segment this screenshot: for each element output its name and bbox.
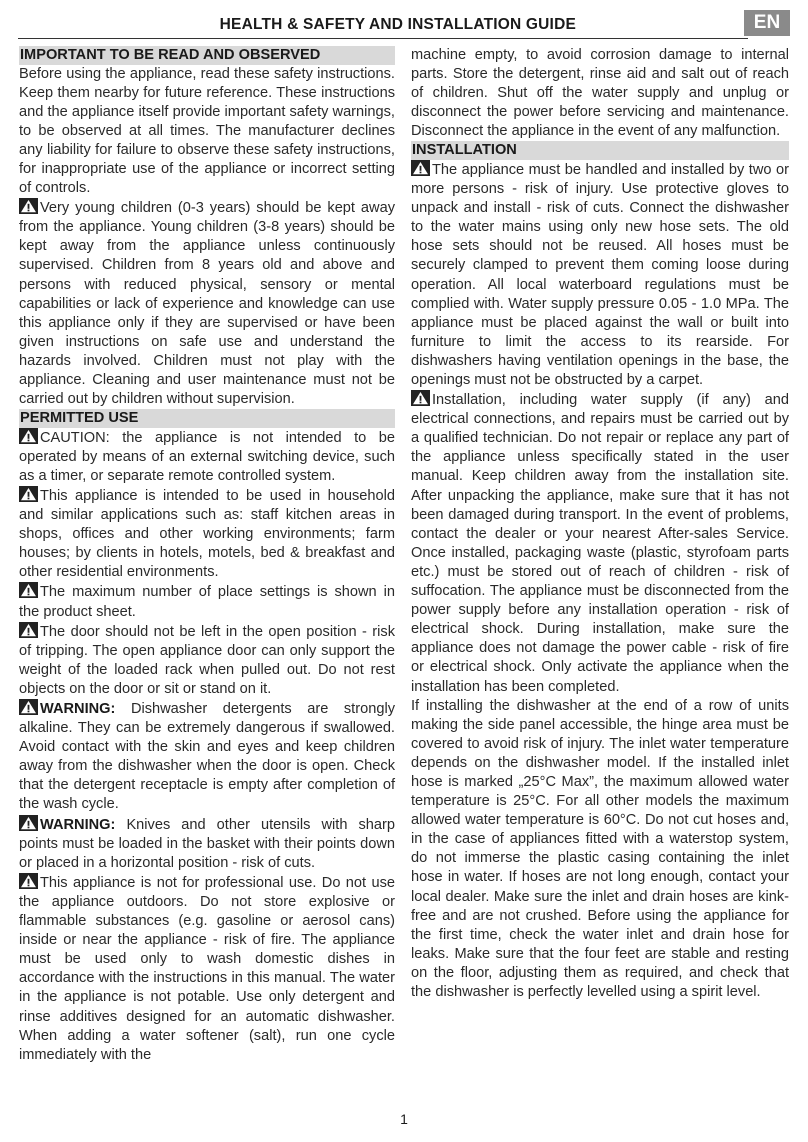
paragraph-household: This appliance is intended to be used in household and similar applications such as: staff kitchen areas in shops, offices and other working environments; farm houses; by clients in hotels, motels, bed & breakfast and other residential environments. [19, 487, 395, 581]
section-heading-permitted-use: PERMITTED USE [19, 409, 395, 428]
language-badge: EN [744, 10, 790, 36]
right-column [411, 46, 789, 1002]
warning-triangle-icon [19, 873, 38, 889]
warning-triangle-icon [19, 486, 38, 502]
paragraph-intro: Before using the appliance, read these safety instructions. Keep them nearby for future reference. These instructions and the appliance itself provide important safety warnings, to be observed at all times. The manufacturer declines any liability for failure to observe these safety instructions, for inappropriate use of the appliance or incorrect setting of controls. [19, 65, 395, 197]
paragraph-hoses: If installing the dishwasher at the end of a row of units making the side panel accessible, the hinge area must be covered to avoid risk of injury. The inlet water temperature depends on the dishwasher model. If the installed inlet hose is marked „25°C Max”, the maximum allowed water temperature is 25°C. For all other models the maximum allowed water temperature is 60°C. Do not cut hoses and, in the case of appliances fitted with a waterstop system, do not immerse the plastic casing containing the inlet hose in water. If hoses are not long enough, contact your local dealer. Make sure the inlet and drain hoses are kink-free and are not crushed. Before using the appliance for the first time, check the water inlet and drain hose for leaks. Make sure that the four feet are stable and resting on the floor, adjusting them as required, and check that the dishwasher is perfectly levelled using a spirit level. [411, 697, 789, 1000]
paragraph-caution: CAUTION: the appliance is not intended to be operated by means of an external switching device, such as a timer, or separate remote controlled system. [19, 429, 395, 484]
section-heading-important: IMPORTANT TO BE READ AND OBSERVED [19, 46, 395, 65]
header-rule [18, 38, 748, 39]
warning-keyword: WARNING: [40, 816, 116, 833]
paragraph-technician: Installation, including water supply (if any) and electrical connections, and repairs must be carried out by a qualified technician. Do not repair or replace any part of the appliance unless specifically stated in the user manual. Keep children away from the installation site. After unpacking the appliance, make sure that it has not been damaged during transport. In the event of problems, contact the dealer or your nearest After-sales Service. Once installed, packaging waste (plastic, styrofoam parts etc.) must be stored out of reach of children - risk of suffocation. The appliance must be disconnected from the power supply before any installation operation - risk of electrical shock. During installation, make sure the appliance does not damage the power cable - risk of fire or electrical shock. Only activate the appliance when the installation has been completed. [411, 392, 789, 695]
warning-triangle-icon [19, 815, 38, 831]
section-heading-installation: INSTALLATION [411, 141, 789, 160]
warning-triangle-icon [19, 198, 38, 214]
warning-triangle-icon [19, 622, 38, 638]
left-column [19, 46, 395, 1065]
warning-keyword: WARNING: [40, 701, 116, 717]
warning-triangle-icon [19, 582, 38, 598]
paragraph-children: Very young children (0-3 years) should be kept away from the appliance. Young children (3-8 years) should be kept away from the appliance unless continuously supervised. Children from 8 years old and above and persons with reduced physical, sensory or mental capabilities or lack of experience and knowledge can use this appliance only if they are supervised or have been given instructions on safe use and understand the hazards involved. Children must not play with the appliance. Cleaning and user maintenance must not be carried out by children without supervision. [19, 200, 395, 408]
paragraph-handling: The appliance must be handled and installed by two or more persons - risk of injury. Use protective gloves to unpack and install - risk of cuts. Connect the dishwasher to the water mains using only new hose sets. The old hose sets should not be reused. All hoses must be securely clamped to prevent them coming loose during operation. All local waterboard regulations must be complied with. Water supply pressure 0.05 - 1.0 MPa. The appliance must be placed against the wall or built into furniture to limit the access to its rearside. For dishwashers having ventilation openings in the base, the openings must not be obstructed by a carpet. [411, 161, 789, 388]
paragraph-place-settings: The maximum number of place settings is shown in the product sheet. [19, 584, 395, 620]
page-number: 1 [400, 1111, 408, 1127]
paragraph-continued: machine empty, to avoid corrosion damage to internal parts. Store the detergent, rinse aid and salt out of reach of children. Shut off the water supply and unplug or disconnect the power before servicing and maintenance. Disconnect the appliance in the event of any malfunction. [411, 47, 789, 140]
warning-triangle-icon [19, 699, 38, 715]
paragraph-door: The door should not be left in the open position - risk of tripping. The open appliance door can only support the weight of the loaded rack when pulled out. Do not rest objects on the door or sit or stand on it. [19, 623, 395, 697]
page-header [18, 8, 790, 38]
warning-triangle-icon [411, 160, 430, 176]
warning-triangle-icon [19, 428, 38, 444]
paragraph-detergent-warning: WARNING: Dishwasher detergents are strongly alkaline. They can be extremely dangerous if swallowed. Avoid contact with the skin and eyes and keep children away from the dishwasher when the door is open. Check that the detergent receptacle is empty after completion of the wash cycle. [19, 701, 395, 813]
paragraph-knives-warning: WARNING: Knives and other utensils with sharp points must be loaded in the basket with their points down or placed in a horizontal position - risk of cuts. [19, 816, 395, 871]
document-title: HEALTH & SAFETY AND INSTALLATION GUIDE [219, 16, 576, 33]
paragraph-professional-use: This appliance is not for professional use. Do not use the appliance outdoors. Do not store explosive or flammable substances (e.g. gasoline or aerosol cans) inside or near the appliance - risk of fire. The appliance must be used only to wash domestic dishes in accordance with the instructions in this manual. The water in the appliance is not potable. Use only detergent and rinse additives designed for an automatic dishwasher. When adding a water softener (salt), run one cycle immediately with the [19, 874, 395, 1063]
warning-triangle-icon [411, 390, 430, 406]
